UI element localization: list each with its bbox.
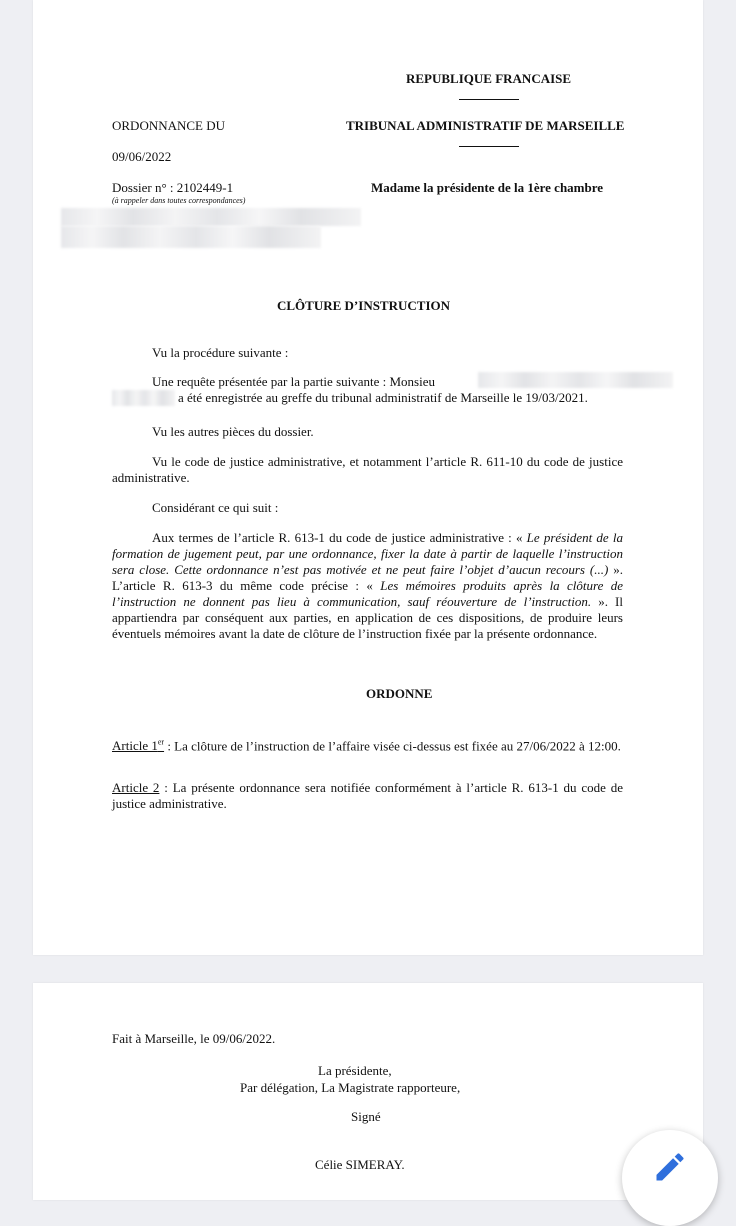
document-page-1 — [33, 0, 703, 955]
article-2 — [112, 780, 623, 812]
dossier-number: Dossier n° : 2102449-1 — [112, 180, 234, 195]
article-1-label-text: Article 1 — [112, 738, 158, 754]
paragraph-termes — [112, 530, 623, 642]
paragraph-autres-pieces: Vu les autres pièces du dossier. — [152, 424, 314, 439]
signature-presidente: La présidente, — [318, 1063, 392, 1078]
redacted-party-address — [61, 226, 321, 248]
termes-quote-1: Le président de la formation de jugement peut, par une ordonnance, fixer la date à partir de laquelle l’instruction sera close. Cette ordonnance n’est pas motivée et ne peut faire l’objet d’aucun recours (...) — [112, 530, 624, 577]
dossier-note: (à rappeler dans toutes correspondances) — [112, 196, 246, 205]
termes-text-2: ». L’article R. 613-3 du même code précise : « — [112, 562, 623, 593]
signatory-name: Célie SIMERAY. — [315, 1157, 405, 1172]
termes-quote-2: Les mémoires produits après la clôture de l’instruction ne donnent pas lieu à communication, sauf réouverture de l’instruction. — [112, 578, 624, 609]
order-label: ORDONNANCE DU — [112, 118, 226, 133]
termes-text-3: ». Il appartiendra par conséquent aux parties, en application de ces dispositions, de produire leurs éventuels mémoires avant la date de clôture de l’instruction fixée par la présente ordonnance. — [112, 594, 623, 641]
chamber-heading: Madame la présidente de la 1ère chambre — [371, 180, 604, 195]
order-date: 09/06/2022 — [112, 149, 172, 164]
document-title: CLÔTURE D’INSTRUCTION — [277, 298, 450, 313]
requete-line-2: a été enregistrée au greffe du tribunal administratif de Marseille le 19/03/2021. — [178, 390, 588, 405]
document-page-2 — [33, 983, 703, 1200]
requete-line-1: Une requête présentée par la partie suivante : Monsieu — [152, 374, 435, 389]
redacted-claimant-name-cont — [112, 390, 175, 406]
article-1 — [112, 735, 623, 754]
article-2-text: : La présente ordonnance sera notifiée conformément à l’article R. 613-1 du code de justice administrative. — [112, 780, 623, 811]
termes-text-1: Aux termes de l’article R. 613-1 du code de justice administrative : « — [152, 530, 527, 545]
pencil-icon — [652, 1149, 688, 1185]
article-2-label: Article 2 — [112, 780, 160, 795]
redacted-party-name — [61, 208, 361, 226]
signature-signe: Signé — [351, 1109, 381, 1124]
tribunal-divider — [459, 146, 519, 147]
ordonne-heading: ORDONNE — [366, 686, 433, 701]
article-1-label — [112, 738, 164, 753]
tribunal-heading: TRIBUNAL ADMINISTRATIF DE MARSEILLE — [346, 118, 625, 133]
paragraph-considerant: Considérant ce qui suit : — [152, 500, 279, 515]
paragraph-vu-procedure: Vu la procédure suivante : — [152, 345, 289, 360]
republic-heading: REPUBLIQUE FRANCAISE — [406, 71, 572, 86]
redacted-claimant-name — [478, 372, 673, 388]
heading-divider — [459, 99, 519, 100]
article-1-text: : La clôture de l’instruction de l’affaire visée ci-dessus est fixée au 27/06/2022 à 12:00. — [164, 738, 621, 754]
fait-a-line: Fait à Marseille, le 09/06/2022. — [112, 1031, 276, 1046]
paragraph-code: Vu le code de justice administrative, et notamment l’article R. 611-10 du code de justice administrative. — [112, 454, 623, 485]
edit-button[interactable] — [622, 1130, 718, 1226]
signature-delegation: Par délégation, La Magistrate rapporteure, — [240, 1080, 461, 1095]
article-1-sup: er — [157, 738, 165, 747]
